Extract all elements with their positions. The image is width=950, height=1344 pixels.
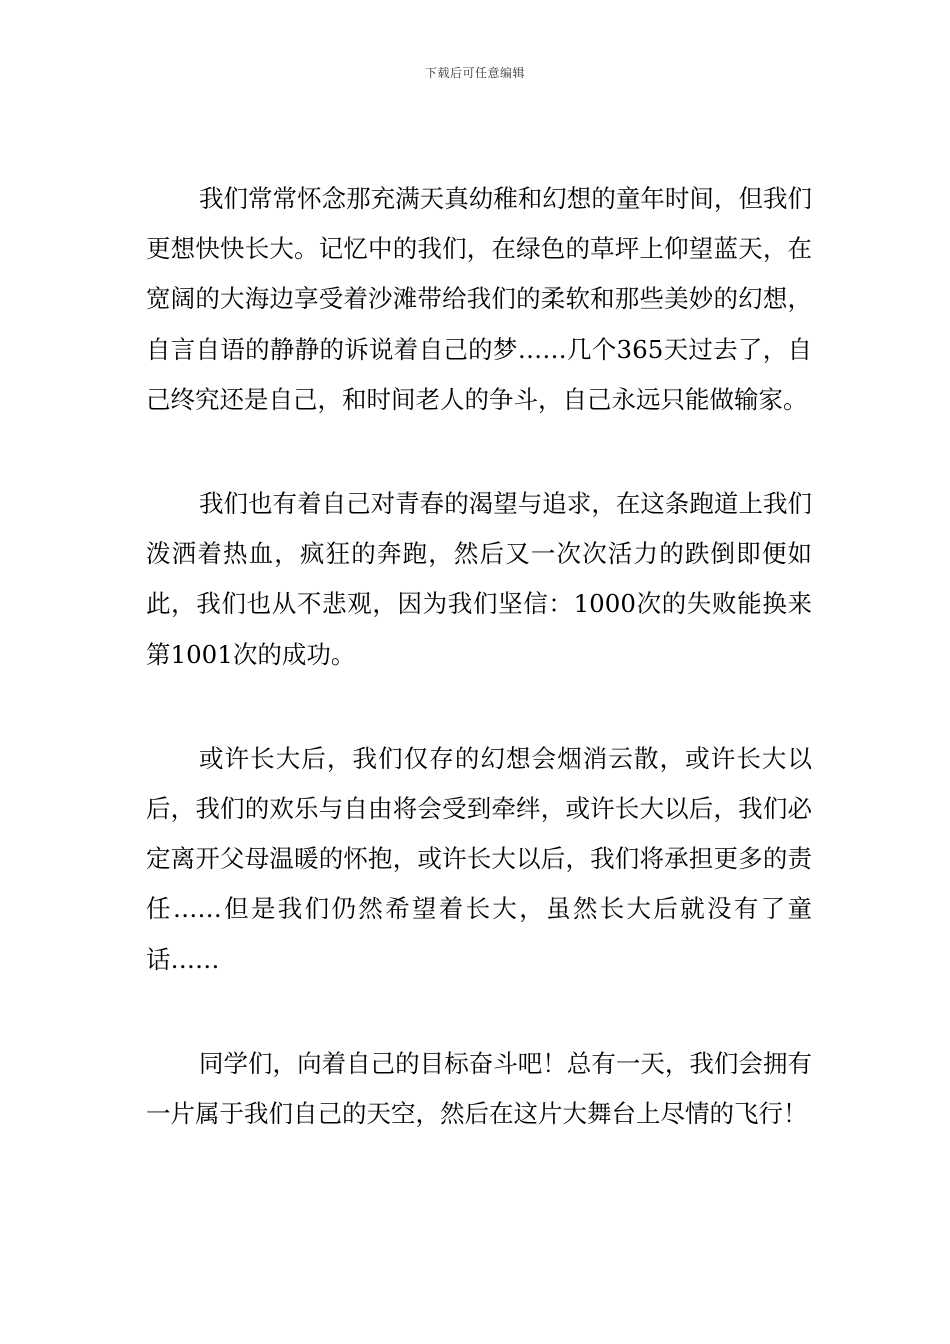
paragraph-1: 我们常常怀念那充满天真幼稚和幻想的童年时间，但我们更想快快长大。记忆中的我们，在绿色的草坪上仰望蓝天，在宽阔的大海边享受着沙滩带给我们的柔软和那些美妙的幻想，自言自语的静静的诉说着自己的梦……几个365天过去了，自己终究还是自己，和时间老人的争斗，自己永远只能做输家。 <box>146 184 812 414</box>
document-body <box>146 174 812 1193</box>
paragraph-2: 我们也有着自己对青春的渴望与追求，在这条跑道上我们泼洒着热血，疯狂的奔跑，然后又一次次活力的跌倒即便如此，我们也从不悲观，因为我们坚信：1000次的失败能换来第1001次的成功。 <box>146 489 812 669</box>
paragraph-3: 或许长大后，我们仅存的幻想会烟消云散，或许长大以后，我们的欢乐与自由将会受到牵绊，或许长大以后，我们必定离开父母温暖的怀抱，或许长大以后，我们将承担更多的责任……但是我们仍然希望着长大，虽然长大后就没有了童话…… <box>146 743 812 974</box>
paragraph-4: 同学们，向着自己的目标奋斗吧！总有一天，我们会拥有一片属于我们自己的天空，然后在这片大舞台上尽情的飞行！ <box>146 1048 812 1129</box>
page-header: 下载后可任意编辑 <box>424 66 525 80</box>
